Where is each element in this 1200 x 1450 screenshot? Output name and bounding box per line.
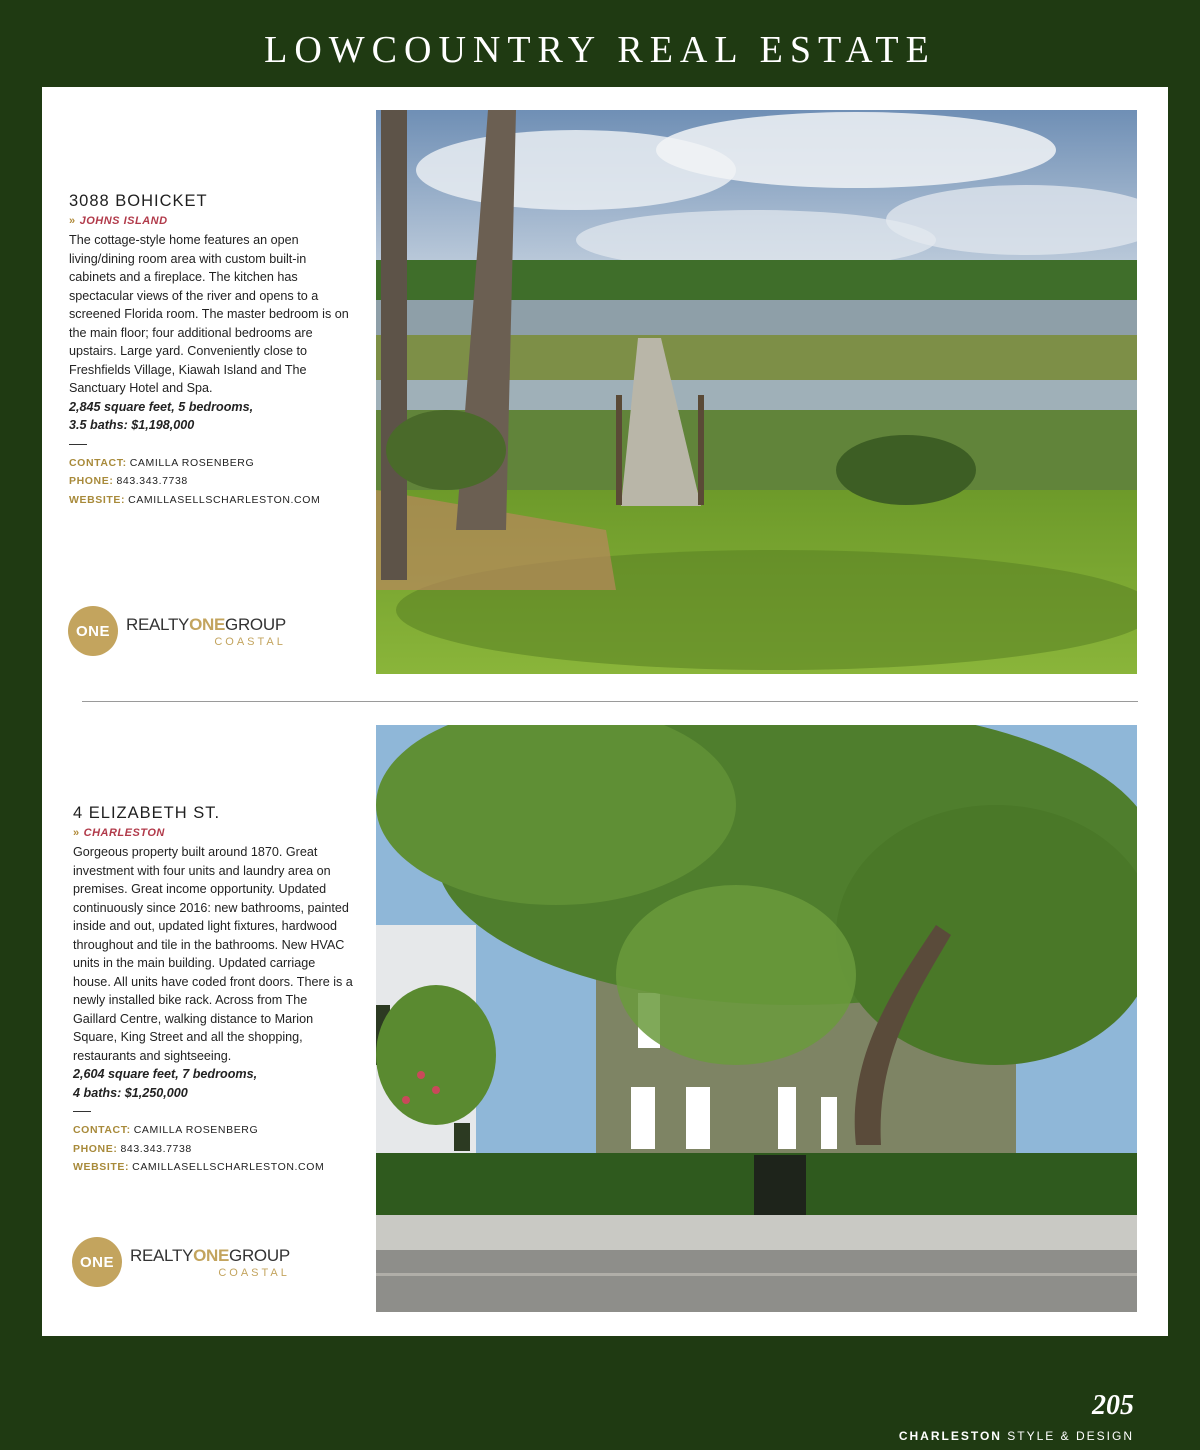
logo-name (126, 615, 286, 635)
logo-name-part: REALTY (126, 614, 190, 634)
logo-name-part: GROUP (225, 614, 286, 634)
contact-name: CAMILLA ROSENBERG (129, 456, 255, 469)
listing-address: 4 ELIZABETH ST. (73, 804, 221, 822)
listing-description: The cottage-style home features an open living/dining room area with custom built-in cabinets and a fireplace. The kitchen has spectacular views of the river and opens to a screened Florida room. The master bedroom is on the main floor; four additional bedrooms are upstairs. Large yard. Conveniently close to Freshfields Village, Kiawah Island and The Sanctuary Hotel and Spa. (69, 233, 349, 395)
website-link[interactable]: CAMILLASELLSCHARLESTON.COM (132, 1161, 325, 1173)
listing-specs-line-2: 3.5 baths: $1,198,000 (69, 418, 195, 432)
realty-one-group-logo (72, 1237, 290, 1287)
listing-specs-line-1: 2,604 square feet, 7 bedrooms, (73, 1067, 258, 1081)
logo-subtitle: COASTAL (218, 1266, 290, 1279)
logo-name-part: ONE (193, 1245, 230, 1265)
website-label: WEBSITE: (73, 1161, 130, 1173)
listing-specs-line-2: 4 baths: $1,250,000 (73, 1085, 188, 1100)
logo-circle-icon: ONE (72, 1237, 122, 1287)
listing-2-text (73, 804, 353, 1177)
short-divider (73, 1111, 91, 1112)
phone-line (73, 1140, 353, 1159)
magazine-name-rest: STYLE & DESIGN (1007, 1429, 1134, 1443)
contact-label: CONTACT: (69, 456, 127, 469)
logo-name (130, 1246, 290, 1266)
listing-1-photo (376, 110, 1137, 674)
magazine-name-bold: CHARLESTON (898, 1429, 1002, 1443)
magazine-name (899, 1429, 1134, 1443)
website-label: WEBSITE: (69, 493, 126, 506)
contact-label: CONTACT: (73, 1124, 131, 1136)
listing-location (69, 215, 349, 227)
listing-1-text (69, 192, 349, 509)
logo-circle-icon: ONE (68, 606, 118, 656)
section-divider (82, 701, 1138, 702)
page-number: 205 (1092, 1390, 1134, 1421)
contact-name: CAMILLA ROSENBERG (133, 1124, 259, 1136)
house-tree-photo (376, 725, 1137, 1312)
website-link[interactable]: CAMILLASELLSCHARLESTON.COM (128, 493, 321, 506)
phone-label: PHONE: (73, 1142, 118, 1155)
logo-wordmark (126, 615, 286, 648)
logo-subtitle: COASTAL (214, 635, 286, 648)
short-divider (69, 444, 87, 445)
listing-specs-line-1: 2,845 square feet, 5 bedrooms, (69, 399, 254, 414)
contact-line (69, 454, 349, 473)
logo-wordmark (130, 1246, 290, 1279)
listing-2-photo (376, 725, 1137, 1312)
listing-location-label: JOHNS ISLAND (79, 215, 168, 227)
logo-name-part: ONE (189, 614, 226, 634)
website-line (73, 1158, 353, 1177)
phone-label: PHONE: (69, 475, 114, 487)
listing-location (73, 827, 353, 839)
listings-panel (42, 87, 1168, 1336)
phone-number[interactable]: 843.343.7738 (120, 1142, 192, 1155)
phone-number[interactable]: 843.343.7738 (116, 475, 188, 487)
logo-name-part: GROUP (229, 1245, 290, 1265)
marsh-dock-photo (376, 110, 1137, 674)
logo-name-part: REALTY (130, 1245, 194, 1265)
listing-location-label: CHARLESTON (83, 827, 165, 839)
website-line (69, 491, 349, 510)
chevron-right-icon: » (69, 215, 76, 227)
listing-address: 3088 BOHICKET (69, 192, 208, 210)
contact-line (73, 1121, 353, 1140)
phone-line (69, 472, 349, 491)
page-header-title: LOWCOUNTRY REAL ESTATE (264, 29, 936, 71)
realty-one-group-logo (68, 606, 286, 656)
listing-description: Gorgeous property built around 1870. Great investment with four units and laundry area on premises. Great income opportunity. Updated continuously since 2016: new bathrooms, painted inside and out, updated light fixtures, hardwood throughout and tile in the bathrooms. New HVAC units in the main building. Updated carriage house. All units have coded front doors. There is a newly installed bike rack. Across from The Gaillard Centre, walking distance to Marion Square, King Street and all the shopping, restaurants and sightseeing. (73, 845, 353, 1063)
chevron-right-icon: » (73, 827, 80, 839)
